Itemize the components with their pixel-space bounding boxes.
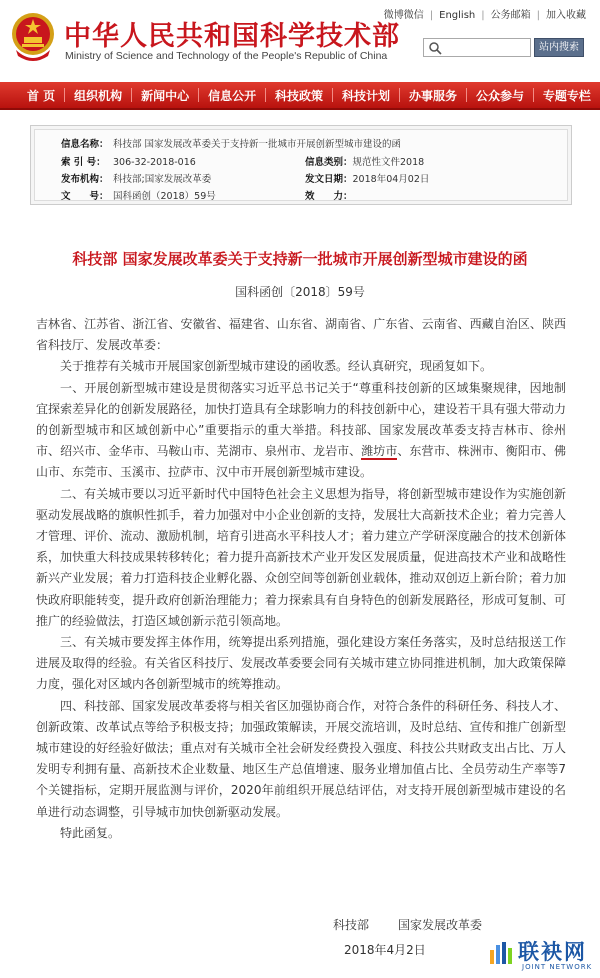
info-row-docnum — [61, 188, 216, 202]
info-date-label: 发文日期： — [305, 174, 353, 185]
doc-p1-part-b: 、东营市、株洲市、衡阳市、佛山市、东莞市、玉溪市、拉萨市、汉中市开展创新型城市建设。 — [36, 444, 566, 480]
info-doc-value: 国科函创（2018）59号 — [113, 191, 216, 202]
info-org-value: 科技部;国家发展改革委 — [113, 174, 212, 185]
info-category-value: 规范性文件2018 — [352, 157, 425, 168]
doc-paragraph-4: 四、科技部、国家发展改革委将与相关省区加强协商合作，对符合条件的科研任务、科技人才、创新政策、改革试点等给予积极支持；加强政策解读，开展交流培训，及时总结、宣传和推广创新型城市建设的好经验好做法；重点对有关城市全社会研发经费投入强度、科技公共财政支出占比、万人发明专利拥有量、高新技术企业数量、地区生产总值增速、服务业增加值占比、全员劳动生产率等7个关键指标，定期开展监测与评价，2020年前组织开展总结评估，对支持开展创新型城市建设的名单进行动态调整，引导城市加快创新驱动发展。 — [36, 698, 566, 819]
watermark — [486, 936, 596, 974]
site-subtitle: Ministry of Science and Technology of the People's Republic of China — [65, 50, 388, 62]
main-nav — [0, 82, 600, 110]
nav-topics[interactable]: 专题专栏 — [542, 88, 591, 103]
info-box-inner — [34, 129, 568, 201]
nav-news[interactable]: 新闻中心 — [141, 88, 190, 103]
watermark-subtext: JOINT NETWORK — [522, 963, 593, 971]
signature-most: 科技部 — [333, 918, 370, 932]
top-link-email[interactable]: 公务邮箱 — [490, 10, 531, 21]
info-row-category — [305, 154, 424, 168]
doc-closing: 特此函复。 — [60, 825, 121, 840]
info-row-effect — [305, 188, 353, 202]
nav-participation[interactable]: 公众参与 — [475, 88, 524, 103]
info-row-date — [305, 171, 429, 185]
search-input[interactable] — [444, 43, 524, 60]
signature-ndrc: 国家发展改革委 — [398, 918, 483, 932]
info-category-label: 信息类别： — [305, 157, 353, 168]
info-date-value: 2018年04月02日 — [352, 174, 430, 185]
search-button[interactable]: 站内搜索 — [534, 38, 584, 57]
nav-home[interactable]: 首 页 — [27, 88, 56, 103]
national-emblem-icon — [10, 10, 56, 62]
info-doc-label: 文 号： — [61, 191, 109, 202]
info-row-index — [61, 154, 196, 168]
top-link-favorite[interactable]: 加入收藏 — [546, 10, 586, 21]
top-link-english[interactable]: English — [439, 10, 476, 21]
watermark-text: 联袂网 — [518, 940, 587, 964]
doc-body — [36, 314, 566, 844]
watermark-logo-icon — [488, 940, 516, 968]
site-header — [0, 0, 600, 82]
doc-p1-part-a: 一、开展创新型城市建设是贯彻落实习近平总书记关于“尊重科技创新的区域集聚规律，因地制宜探索差异化的创新发展路径，加快打造具有全球影响力的科技创新中心，建设若干具有强大带动力的创新型城市和区域创新中心”重要指示的重大举措。科技部、国家发展改革委支持吉林市、徐州市、绍兴市、金华市、马鞍山市、芜湖市、泉州市、龙岩市、 — [36, 380, 566, 459]
doc-paragraph-1 — [36, 378, 566, 484]
site-title: 中华人民共和国科学技术部 — [64, 21, 400, 52]
info-index-label: 索 引 号： — [61, 157, 106, 168]
nav-programs[interactable]: 科技计划 — [342, 88, 391, 103]
doc-title: 科技部 国家发展改革委关于支持新一批城市开展创新型城市建设的函 — [72, 250, 528, 268]
search-icon — [428, 41, 442, 55]
nav-organization[interactable]: 组织机构 — [74, 88, 123, 103]
info-box — [30, 125, 572, 205]
signature-date: 2018年4月2日 — [344, 943, 426, 957]
doc-paragraph-intro: 关于推荐有关城市开展国家创新型城市建设的函收悉。经认真研究，现函复如下。 — [60, 359, 493, 374]
top-link-weibo[interactable]: 微博微信 — [383, 10, 424, 21]
info-org-label: 发布机构： — [61, 174, 109, 185]
doc-addressee: 吉林省、江苏省、浙江省、安徽省、福建省、山东省、湖南省、广东省、云南省、西藏自治区、陕西省科技厅、发展改革委： — [36, 317, 566, 353]
info-name-label: 信息名称： — [61, 139, 109, 150]
search-box — [423, 38, 531, 57]
doc-paragraph-3: 三、有关城市要发挥主体作用，统筹提出系列措施，强化建设方案任务落实，及时总结报送工作进展及取得的经验。有关省区科技厅、发展改革委要会同有关城市建立协同推进机制，加大政策保障力度，强化对区域内各创新型城市的统筹推动。 — [36, 635, 566, 692]
highlighted-city-weifang: 潍坊市 — [361, 444, 398, 459]
top-links: 微博微信 | English | 公务邮箱 | 加入收藏 — [378, 6, 592, 21]
doc-number: 国科函创〔2018〕59号 — [235, 285, 365, 299]
nav-policy[interactable]: 科技政策 — [275, 88, 324, 103]
doc-paragraph-2: 二、有关城市要以习近平新时代中国特色社会主义思想为指导，将创新型城市建设作为实施创新驱动发展战略的旗帜性抓手，着力加强对中小企业创新的支持，发展壮大高新技术企业；着力完善人才管理、评价、流动、激励机制，培育引进高水平科技人才；着力建立产学研深度融合的技术创新体系，加快重大科技成果转移转化；着力提升高新技术产业开发区发展质量，促进高技术产业和战略性新兴产业发展；着力打造科技企业孵化器、众创空间等创新创业载体，推动双创迈上新台阶；着力加快政府职能转变，提升政府创新治理能力；着力探索具有自身特色的创新发展路径，形成可复制、可推广的经验做法，打造区域创新示范引领高地。 — [36, 486, 566, 628]
info-effect-label: 效 力： — [305, 191, 353, 202]
nav-services[interactable]: 办事服务 — [408, 88, 457, 103]
nav-info-disclosure[interactable]: 信息公开 — [208, 88, 257, 103]
info-index-value: 306-32-2018-016 — [113, 157, 196, 168]
info-name-value: 科技部 国家发展改革委关于支持新一批城市开展创新型城市建设的函 — [113, 139, 402, 150]
info-row-org — [61, 171, 211, 185]
info-row-name — [61, 136, 401, 150]
